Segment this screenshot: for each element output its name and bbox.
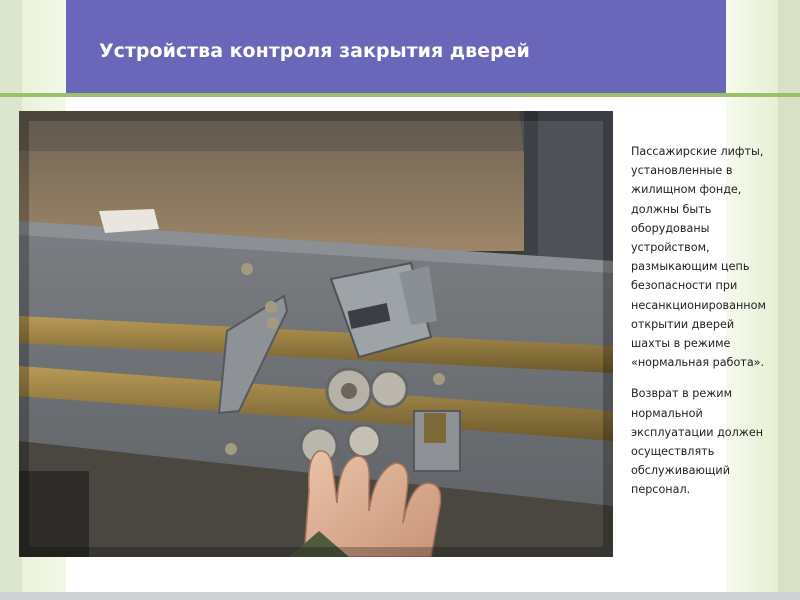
photo-illustration (19, 111, 613, 557)
door-lock-switch-photo (19, 111, 613, 557)
bolt (265, 301, 277, 313)
slide-title: Устройства контроля закрытия дверей (99, 40, 530, 62)
body-text (631, 142, 771, 512)
bolt (241, 263, 253, 275)
roller-hub (341, 383, 357, 399)
right-decor-band-outer (778, 0, 800, 600)
bolt (225, 443, 237, 455)
paper-scrap (99, 209, 159, 233)
bolt (267, 317, 279, 329)
bolt (433, 373, 445, 385)
bottom-strip (0, 592, 800, 600)
latch-tab (424, 413, 446, 443)
dark-opening (19, 471, 89, 557)
roller (371, 371, 407, 407)
paragraph: Возврат в режим нормальной эксплуатации должен осуществлять обслуживающий персонал. (631, 387, 764, 497)
paragraph: Пассажирские лифты, установленные в жилищном фонде, должны быть оборудованы устройством, размыкающим цепь безопасности при несанкционированном открытии дверей шахты в режиме «нормальная работа». (631, 145, 766, 370)
roller (348, 425, 380, 457)
accent-line (0, 93, 800, 97)
